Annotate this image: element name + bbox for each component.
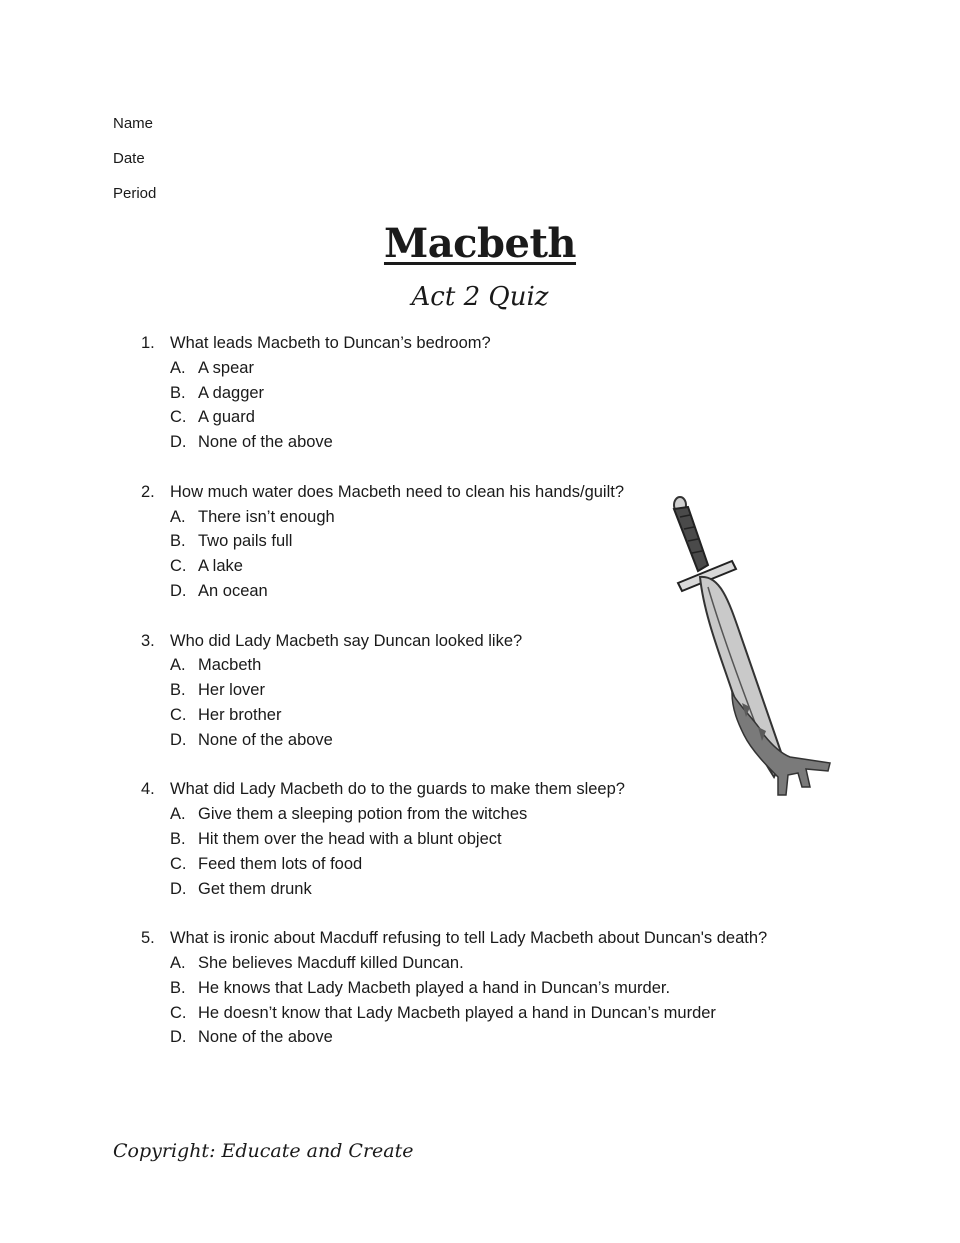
answer-option bbox=[0, 802, 960, 827]
question-text: Who did Lady Macbeth say Duncan looked like? bbox=[170, 631, 523, 650]
option-text: She believes Macduff killed Duncan. bbox=[198, 953, 464, 972]
answer-option bbox=[0, 877, 960, 902]
option-letter: A. bbox=[170, 953, 186, 972]
option-text: None of the above bbox=[198, 1028, 333, 1047]
option-letter: D. bbox=[170, 879, 187, 898]
option-letter: C. bbox=[170, 705, 187, 724]
option-letter: D. bbox=[170, 1028, 187, 1047]
answer-option bbox=[0, 1025, 960, 1050]
question-number: 3. bbox=[141, 631, 155, 650]
page-title: Macbeth bbox=[383, 220, 577, 267]
option-text: Two pails full bbox=[198, 532, 293, 551]
question-text: What leads Macbeth to Duncan’s bedroom? bbox=[170, 334, 491, 352]
question-1 bbox=[0, 331, 960, 455]
option-text: A spear bbox=[198, 358, 254, 377]
option-text: Her lover bbox=[198, 681, 265, 700]
name-field-label: Name bbox=[113, 115, 154, 132]
bloody-dagger-icon bbox=[660, 495, 840, 800]
answer-option bbox=[0, 827, 960, 852]
option-text: Macbeth bbox=[198, 656, 262, 675]
option-letter: C. bbox=[170, 854, 187, 873]
question-number: 4. bbox=[141, 780, 155, 799]
option-letter: B. bbox=[170, 383, 186, 402]
option-text: Her brother bbox=[198, 705, 282, 724]
answer-option bbox=[0, 852, 960, 877]
option-text: None of the above bbox=[198, 730, 333, 749]
option-text: Get them drunk bbox=[198, 879, 312, 898]
answer-option bbox=[0, 381, 960, 406]
option-text: An ocean bbox=[198, 581, 268, 600]
option-letter: C. bbox=[170, 408, 187, 427]
question-text: What did Lady Macbeth do to the guards to make them sleep? bbox=[170, 780, 625, 799]
question-text: How much water does Macbeth need to clean his hands/guilt? bbox=[170, 482, 625, 501]
option-text: A dagger bbox=[198, 383, 265, 402]
answer-option bbox=[0, 951, 960, 976]
option-letter: A. bbox=[170, 507, 186, 526]
option-letter: D. bbox=[170, 581, 187, 600]
answer-option bbox=[0, 356, 960, 381]
option-text: A lake bbox=[198, 557, 243, 576]
option-letter: A. bbox=[170, 805, 186, 824]
option-letter: D. bbox=[170, 730, 187, 749]
option-text: Hit them over the head with a blunt object bbox=[198, 829, 502, 848]
page-subtitle: Act 2 Quiz bbox=[411, 282, 549, 312]
question-number: 5. bbox=[141, 929, 155, 948]
period-field-label: Period bbox=[113, 185, 157, 202]
answer-option bbox=[0, 405, 960, 430]
question-5 bbox=[0, 926, 960, 1050]
option-text: A guard bbox=[198, 408, 255, 427]
option-letter: D. bbox=[170, 433, 187, 452]
option-letter: A. bbox=[170, 358, 186, 377]
answer-option bbox=[0, 1001, 960, 1026]
option-text: He doesn’t know that Lady Macbeth played a hand in Duncan’s murder bbox=[198, 1003, 716, 1022]
answer-option bbox=[0, 976, 960, 1001]
question-number: 1. bbox=[141, 334, 155, 352]
option-text: Give them a sleeping potion from the witches bbox=[198, 805, 528, 824]
copyright-notice: Copyright: Educate and Create bbox=[113, 1140, 414, 1162]
answer-option bbox=[0, 430, 960, 455]
question-text: What is ironic about Macduff refusing to tell Lady Macbeth about Duncan's death? bbox=[170, 929, 768, 948]
option-text: There isn’t enough bbox=[198, 507, 335, 526]
question-number: 2. bbox=[141, 482, 155, 501]
option-letter: C. bbox=[170, 1003, 187, 1022]
option-letter: B. bbox=[170, 829, 186, 848]
option-text: Feed them lots of food bbox=[198, 854, 363, 873]
option-letter: C. bbox=[170, 557, 187, 576]
option-letter: A. bbox=[170, 656, 186, 675]
option-letter: B. bbox=[170, 681, 186, 700]
option-text: He knows that Lady Macbeth played a hand in Duncan’s murder. bbox=[198, 978, 671, 997]
date-field-label: Date bbox=[113, 150, 145, 167]
option-text: None of the above bbox=[198, 433, 333, 452]
option-letter: B. bbox=[170, 978, 186, 997]
option-letter: B. bbox=[170, 532, 186, 551]
